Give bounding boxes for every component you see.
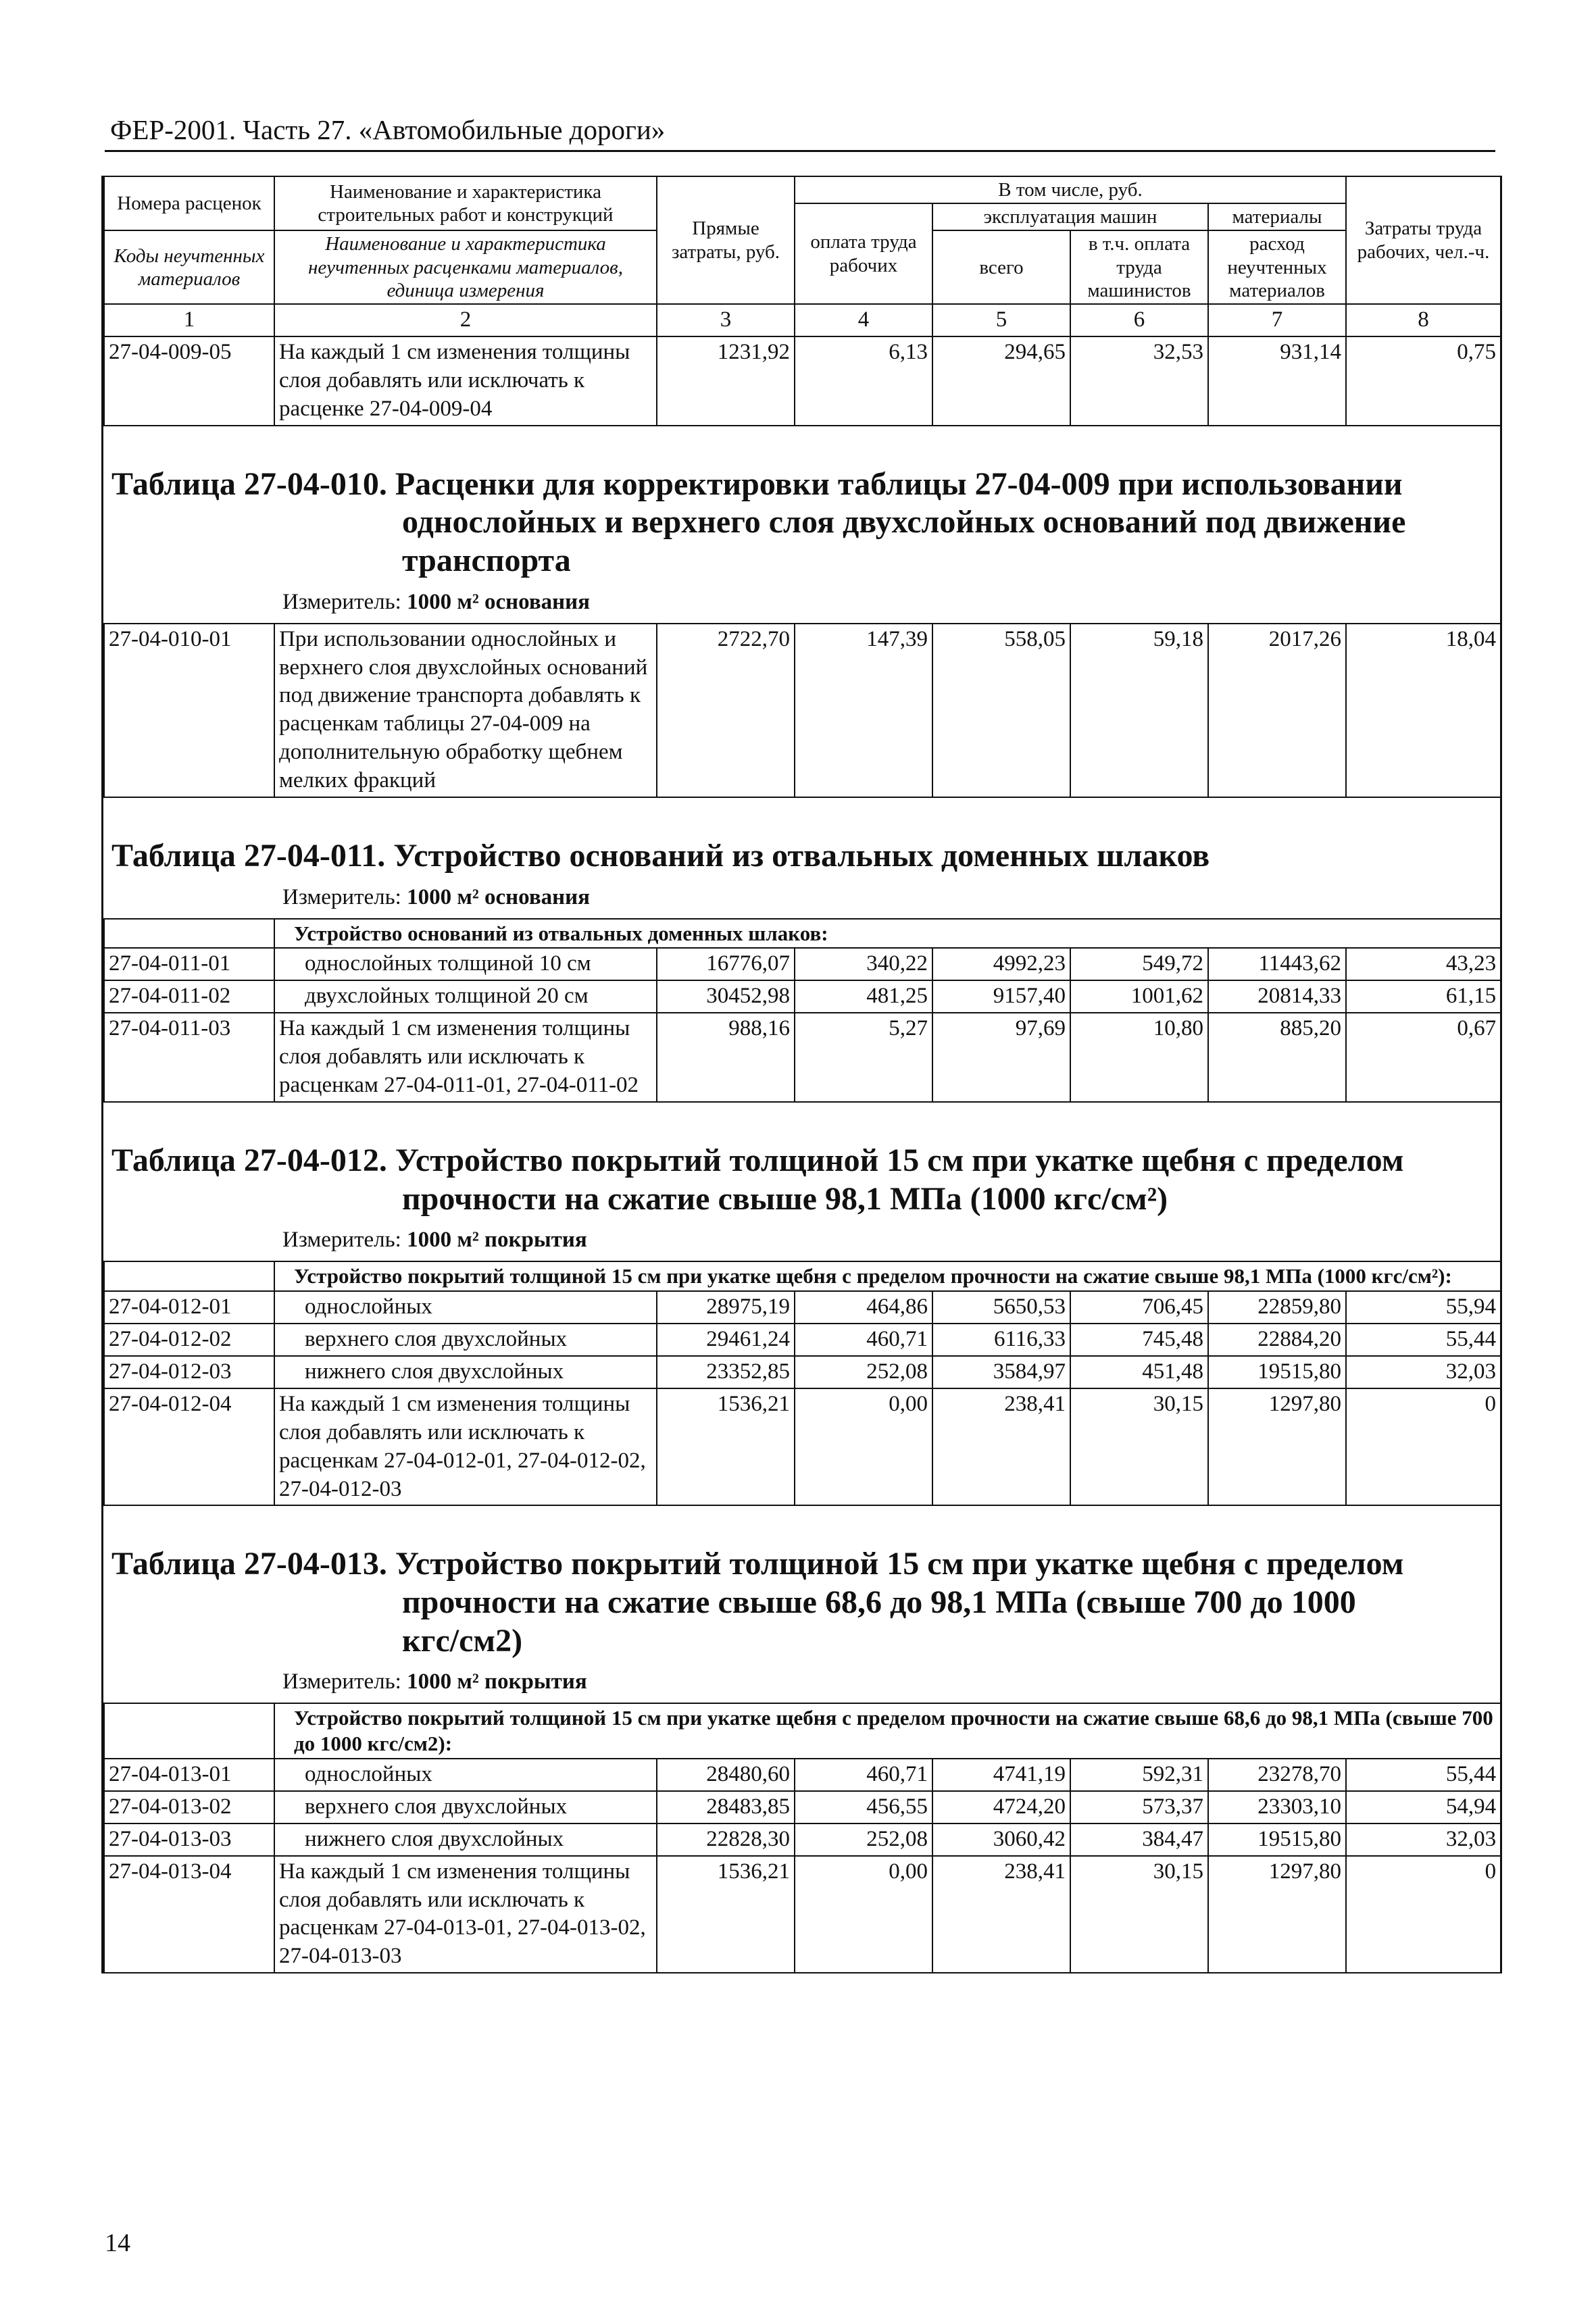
row-name: На каждый 1 см изменения толщины слоя добавлять или исключать к расценкам 27-04-011-01, 27-04-011-02 bbox=[274, 1013, 657, 1102]
row-value: 252,08 bbox=[795, 1356, 932, 1388]
table-title-line: кгс/см2) bbox=[402, 1622, 523, 1659]
row-value: 4992,23 bbox=[932, 948, 1070, 980]
row-value: 97,69 bbox=[932, 1013, 1070, 1102]
table-27-04-013 bbox=[103, 1703, 1501, 1973]
row-value: 384,47 bbox=[1070, 1823, 1208, 1856]
group-heading: Устройство оснований из отвальных доменных шлаков: bbox=[274, 919, 1501, 949]
row-code: 27-04-013-04 bbox=[104, 1856, 274, 1973]
row-value: 55,94 bbox=[1346, 1291, 1501, 1324]
row-value: 20814,33 bbox=[1208, 980, 1346, 1013]
row-value: 22859,80 bbox=[1208, 1291, 1346, 1324]
row-value: 558,05 bbox=[932, 624, 1070, 797]
table-27-04-010 bbox=[103, 623, 1501, 798]
row-value: 32,03 bbox=[1346, 1356, 1501, 1388]
row-code: 27-04-011-02 bbox=[104, 980, 274, 1013]
row-value: 549,72 bbox=[1070, 948, 1208, 980]
col-number: 8 bbox=[1346, 304, 1501, 336]
header-col2-top: Наименование и характеристика строительных работ и конструкций bbox=[274, 176, 657, 230]
table-title-line: Таблица 27-04-010. Расценки для корректировки таблицы 27-04-009 при использовании bbox=[111, 466, 1403, 502]
row-value: 28480,60 bbox=[657, 1759, 795, 1791]
row-value: 238,41 bbox=[932, 1856, 1070, 1973]
row-value: 2017,26 bbox=[1208, 624, 1346, 797]
header-table bbox=[103, 176, 1501, 426]
row-value: 456,55 bbox=[795, 1791, 932, 1823]
row-value: 1231,92 bbox=[657, 336, 795, 426]
table-row bbox=[104, 1823, 1501, 1856]
row-value: 460,71 bbox=[795, 1324, 932, 1356]
measure-line bbox=[282, 590, 1500, 615]
row-code: 27-04-013-02 bbox=[104, 1791, 274, 1823]
row-value: 28483,85 bbox=[657, 1791, 795, 1823]
row-name: верхнего слоя двухслойных bbox=[274, 1791, 657, 1823]
group-heading: Устройство покрытий толщиной 15 см при укатке щебня с пределом прочности на сжатие свыше 68,6 до 98,1 МПа (свыше 700 до 1000 кгс/см2): bbox=[274, 1703, 1501, 1759]
table-title-line: Таблица 27-04-011. Устройство оснований из отвальных доменных шлаков bbox=[111, 838, 1210, 874]
measure-label: Измеритель: bbox=[282, 884, 401, 909]
row-value: 0,67 bbox=[1346, 1013, 1501, 1102]
row-code: 27-04-010-01 bbox=[104, 624, 274, 797]
row-value: 0,75 bbox=[1346, 336, 1501, 426]
col-number: 3 bbox=[657, 304, 795, 336]
col-number: 6 bbox=[1070, 304, 1208, 336]
row-value: 0 bbox=[1346, 1856, 1501, 1973]
table-title bbox=[111, 1545, 1500, 1660]
row-value: 30,15 bbox=[1070, 1856, 1208, 1973]
row-value: 22828,30 bbox=[657, 1823, 795, 1856]
table-title-line: Таблица 27-04-013. Устройство покрытий толщиной 15 см при укатке щебня с пределом bbox=[111, 1546, 1404, 1582]
row-value: 451,48 bbox=[1070, 1356, 1208, 1388]
row-value: 706,45 bbox=[1070, 1291, 1208, 1324]
table-row bbox=[104, 1791, 1501, 1823]
measure-label: Измеритель: bbox=[282, 1228, 401, 1253]
header-materials: материалы bbox=[1208, 203, 1346, 230]
header-col1-top: Номера расценок bbox=[104, 176, 274, 230]
row-value: 1297,80 bbox=[1208, 1856, 1346, 1973]
row-value: 19515,80 bbox=[1208, 1356, 1346, 1388]
table-row bbox=[104, 1856, 1501, 1973]
row-value: 294,65 bbox=[932, 336, 1070, 426]
row-value: 5650,53 bbox=[932, 1291, 1070, 1324]
row-value: 340,22 bbox=[795, 948, 932, 980]
row-name: двухслойных толщиной 20 см bbox=[274, 980, 657, 1013]
price-sheet bbox=[101, 176, 1502, 1973]
row-value: 4724,20 bbox=[932, 1791, 1070, 1823]
header-col8: Затраты труда рабочих, чел.-ч. bbox=[1346, 176, 1501, 304]
table-row bbox=[104, 624, 1501, 797]
table-row bbox=[104, 1759, 1501, 1791]
row-value: 22884,20 bbox=[1208, 1324, 1346, 1356]
header-rule bbox=[105, 150, 1495, 152]
row-name: однослойных толщиной 10 см bbox=[274, 948, 657, 980]
row-value: 59,18 bbox=[1070, 624, 1208, 797]
row-code: 27-04-012-04 bbox=[104, 1388, 274, 1506]
row-value: 1536,21 bbox=[657, 1856, 795, 1973]
table-row bbox=[104, 1324, 1501, 1356]
row-name: однослойных bbox=[274, 1759, 657, 1791]
table-row bbox=[104, 980, 1501, 1013]
row-value: 931,14 bbox=[1208, 336, 1346, 426]
row-value: 885,20 bbox=[1208, 1013, 1346, 1102]
col-number: 5 bbox=[932, 304, 1070, 336]
measure-value: 1000 м² основания bbox=[407, 884, 591, 909]
table-title-line: прочности на сжатие свыше 98,1 МПа (1000 кгс/см²) bbox=[402, 1180, 1168, 1217]
table-title-line: транспорта bbox=[402, 542, 571, 578]
row-value: 30,15 bbox=[1070, 1388, 1208, 1506]
row-value: 61,15 bbox=[1346, 980, 1501, 1013]
group-heading: Устройство покрытий толщиной 15 см при укатке щебня с пределом прочности на сжатие свыше 98,1 МПа (1000 кгс/см²): bbox=[274, 1261, 1501, 1291]
table-row bbox=[104, 1388, 1501, 1506]
row-code: 27-04-013-03 bbox=[104, 1823, 274, 1856]
table-row bbox=[104, 336, 1501, 426]
row-value: 745,48 bbox=[1070, 1324, 1208, 1356]
measure-value: 1000 м² покрытия bbox=[407, 1669, 587, 1694]
table-row bbox=[104, 948, 1501, 980]
header-col4: оплата труда рабочих bbox=[795, 203, 932, 304]
header-col1-bottom bbox=[104, 230, 274, 304]
group-spacer bbox=[104, 1703, 274, 1759]
row-name: нижнего слоя двухслойных bbox=[274, 1823, 657, 1856]
row-value: 43,23 bbox=[1346, 948, 1501, 980]
table-title-line: однослойных и верхнего слоя двухслойных оснований под движение bbox=[402, 504, 1406, 540]
group-spacer bbox=[104, 919, 274, 949]
measure-value: 1000 м² покрытия bbox=[407, 1228, 587, 1253]
row-code: 27-04-013-01 bbox=[104, 1759, 274, 1791]
table-row bbox=[104, 1013, 1501, 1102]
table-row bbox=[104, 1291, 1501, 1324]
col-number: 7 bbox=[1208, 304, 1346, 336]
row-value: 30452,98 bbox=[657, 980, 795, 1013]
row-name: На каждый 1 см изменения толщины слоя добавлять или исключать к расценке 27-04-009-04 bbox=[274, 336, 657, 426]
row-value: 9157,40 bbox=[932, 980, 1070, 1013]
header-col7: расход неучтенных материалов bbox=[1208, 230, 1346, 304]
header-col2-bottom-text: Наименование и характеристика неучтенных расценками материалов, единица измерения bbox=[308, 233, 623, 301]
table-27-04-012 bbox=[103, 1261, 1501, 1506]
header-col2-bottom bbox=[274, 230, 657, 304]
row-value: 23352,85 bbox=[657, 1356, 795, 1388]
row-value: 464,86 bbox=[795, 1291, 932, 1324]
row-value: 460,71 bbox=[795, 1759, 932, 1791]
row-code: 27-04-011-03 bbox=[104, 1013, 274, 1102]
row-name: верхнего слоя двухслойных bbox=[274, 1324, 657, 1356]
row-value: 3584,97 bbox=[932, 1356, 1070, 1388]
row-value: 0 bbox=[1346, 1388, 1501, 1506]
row-value: 55,44 bbox=[1346, 1324, 1501, 1356]
row-value: 1297,80 bbox=[1208, 1388, 1346, 1506]
row-value: 573,37 bbox=[1070, 1791, 1208, 1823]
row-name: На каждый 1 см изменения толщины слоя добавлять или исключать к расценкам 27-04-013-01, 27-04-013-02, 27-04-013-03 bbox=[274, 1856, 657, 1973]
measure-line bbox=[282, 1669, 1500, 1694]
header-machines: эксплуатация машин bbox=[932, 203, 1208, 230]
table-title-line: прочности на сжатие свыше 68,6 до 98,1 МПа (свыше 700 до 1000 bbox=[402, 1584, 1356, 1621]
row-value: 238,41 bbox=[932, 1388, 1070, 1506]
row-value: 0,00 bbox=[795, 1388, 932, 1506]
row-value: 29461,24 bbox=[657, 1324, 795, 1356]
row-value: 252,08 bbox=[795, 1823, 932, 1856]
row-value: 5,27 bbox=[795, 1013, 932, 1102]
table-title bbox=[111, 837, 1500, 876]
row-value: 10,80 bbox=[1070, 1013, 1208, 1102]
row-value: 0,00 bbox=[795, 1856, 932, 1973]
row-value: 6,13 bbox=[795, 336, 932, 426]
row-value: 19515,80 bbox=[1208, 1823, 1346, 1856]
row-value: 11443,62 bbox=[1208, 948, 1346, 980]
header-col6: в т.ч. оплата труда машинистов bbox=[1070, 230, 1208, 304]
row-name: При использовании однослойных и верхнего слоя двухслойных оснований под движение транспорта добавлять к расценкам таблицы 27-04-009 на дополнительную обработку щебнем мелких фракций bbox=[274, 624, 657, 797]
row-code: 27-04-009-05 bbox=[104, 336, 274, 426]
col-number: 4 bbox=[795, 304, 932, 336]
row-code: 27-04-012-02 bbox=[104, 1324, 274, 1356]
measure-label: Измеритель: bbox=[282, 589, 401, 614]
table-title bbox=[111, 1142, 1500, 1218]
row-value: 16776,07 bbox=[657, 948, 795, 980]
header-col5: всего bbox=[932, 230, 1070, 304]
row-value: 23303,10 bbox=[1208, 1791, 1346, 1823]
row-value: 481,25 bbox=[795, 980, 932, 1013]
table-27-04-011 bbox=[103, 918, 1501, 1103]
group-spacer bbox=[104, 1261, 274, 1291]
row-value: 592,31 bbox=[1070, 1759, 1208, 1791]
measure-line bbox=[282, 1228, 1500, 1253]
row-value: 28975,19 bbox=[657, 1291, 795, 1324]
col-number: 1 bbox=[104, 304, 274, 336]
row-value: 1001,62 bbox=[1070, 980, 1208, 1013]
measure-value: 1000 м² основания bbox=[407, 589, 591, 614]
page-number: 14 bbox=[105, 2229, 130, 2257]
header-col1-bottom-text: Коды неучтенных материалов bbox=[114, 245, 265, 290]
table-title-line: Таблица 27-04-012. Устройство покрытий толщиной 15 см при укатке щебня с пределом bbox=[111, 1142, 1404, 1178]
row-value: 23278,70 bbox=[1208, 1759, 1346, 1791]
row-value: 147,39 bbox=[795, 624, 932, 797]
row-name: однослойных bbox=[274, 1291, 657, 1324]
header-col3: Прямые затраты, руб. bbox=[657, 176, 795, 304]
measure-label: Измеритель: bbox=[282, 1669, 401, 1694]
table-title bbox=[111, 466, 1500, 580]
row-value: 18,04 bbox=[1346, 624, 1501, 797]
col-number: 2 bbox=[274, 304, 657, 336]
row-name: нижнего слоя двухслойных bbox=[274, 1356, 657, 1388]
row-value: 3060,42 bbox=[932, 1823, 1070, 1856]
row-value: 2722,70 bbox=[657, 624, 795, 797]
row-value: 1536,21 bbox=[657, 1388, 795, 1506]
running-head: ФЕР-2001. Часть 27. «Автомобильные дороги» bbox=[110, 114, 666, 145]
row-value: 988,16 bbox=[657, 1013, 795, 1102]
table-row bbox=[104, 1356, 1501, 1388]
header-including: В том числе, руб. bbox=[795, 176, 1346, 203]
row-value: 32,53 bbox=[1070, 336, 1208, 426]
measure-line bbox=[282, 885, 1500, 910]
row-value: 32,03 bbox=[1346, 1823, 1501, 1856]
row-value: 55,44 bbox=[1346, 1759, 1501, 1791]
row-code: 27-04-012-01 bbox=[104, 1291, 274, 1324]
row-name: На каждый 1 см изменения толщины слоя добавлять или исключать к расценкам 27-04-012-01, 27-04-012-02, 27-04-012-03 bbox=[274, 1388, 657, 1506]
row-code: 27-04-012-03 bbox=[104, 1356, 274, 1388]
row-value: 4741,19 bbox=[932, 1759, 1070, 1791]
row-value: 54,94 bbox=[1346, 1791, 1501, 1823]
row-value: 6116,33 bbox=[932, 1324, 1070, 1356]
row-code: 27-04-011-01 bbox=[104, 948, 274, 980]
